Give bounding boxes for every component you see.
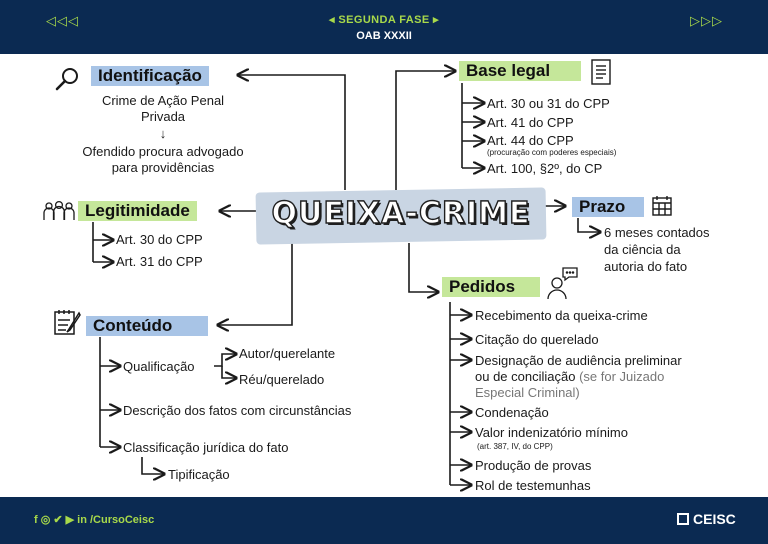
base-legal-item: Art. 44 do CPP: [487, 133, 574, 148]
pedido-item-condition: (se for Juizado: [579, 369, 665, 384]
prazo-title: Prazo: [572, 197, 644, 217]
identificacao-line-3: Ofendido procura advogado: [82, 144, 244, 159]
base-legal-title: Base legal: [459, 61, 581, 81]
conteudo-classificacao: Classificação jurídica do fato: [123, 440, 289, 455]
right-arrows-icon: ▷▷▷: [690, 14, 723, 29]
phase-label: ◂ SEGUNDA FASE ▸: [329, 14, 439, 26]
pedido-item: Condenação: [475, 405, 549, 420]
identificacao-line-4: para providências: [111, 160, 215, 175]
pedido-item: Rol de testemunhas: [475, 478, 591, 493]
social-icons[interactable]: f ◎ ✔ ▶ in: [34, 514, 87, 526]
pedido-item-cont: [475, 369, 664, 385]
prazo-line-3: autoria do fato: [604, 259, 688, 274]
prazo-line-1: 6 meses contados: [604, 225, 710, 240]
person-speech-icon: [545, 266, 579, 300]
legitimidade-title: Legitimidade: [78, 201, 197, 221]
legitimidade-item: Art. 31 do CPP: [116, 254, 203, 269]
base-legal-item: Art. 41 do CPP: [487, 115, 574, 130]
identificacao-line-1: Crime de Ação Penal: [101, 93, 225, 108]
identificacao-down-arrow: ↓: [159, 126, 167, 141]
pedido-item-text: ou de conciliação: [475, 369, 576, 384]
ceisc-brand: CEISC: [693, 511, 736, 527]
pedidos-title: Pedidos: [442, 277, 540, 297]
conteudo-reu: Réu/querelado: [239, 372, 325, 387]
legitimidade-item: Art. 30 do CPP: [116, 232, 203, 247]
pedido-item: Valor indenizatório mínimo: [475, 425, 628, 440]
base-legal-item: Art. 100, §2º, do CP: [487, 161, 603, 176]
people-icon: [43, 200, 75, 222]
notepad-icon: [52, 307, 82, 337]
pedido-item: Designação de audiência preliminar: [475, 353, 682, 368]
pedido-item: Citação do querelado: [475, 332, 599, 347]
conteudo-qualificacao: Qualificação: [123, 359, 195, 374]
identificacao-title: Identificação: [91, 66, 209, 86]
pedido-item-condition-cont: Especial Criminal): [475, 385, 580, 400]
oab-label: OAB XXXII: [356, 30, 412, 42]
social-handle[interactable]: /CursoCeisc: [90, 514, 155, 526]
prazo-line-2: da ciência da: [604, 242, 681, 257]
conteudo-autor: Autor/querelante: [239, 346, 336, 361]
document-icon: [590, 58, 612, 86]
magnifier-icon: [54, 66, 80, 92]
center-title: QUEIXA-CRIME: [271, 196, 531, 231]
conteudo-title: Conteúdo: [86, 316, 208, 336]
pedido-note: (art. 387, IV, do CPP): [477, 442, 553, 451]
pedido-item: Recebimento da queixa-crime: [475, 308, 648, 323]
calendar-icon: [651, 195, 673, 217]
conteudo-descricao: Descrição dos fatos com circunstâncias: [123, 403, 352, 418]
ceisc-logo: [677, 511, 736, 527]
identificacao-line-2: Privada: [140, 109, 186, 124]
social-links[interactable]: [34, 513, 154, 526]
ceisc-logo-icon: [677, 513, 689, 525]
base-legal-note: (procuração com poderes especiais): [487, 148, 617, 157]
conteudo-tipificacao: Tipificação: [168, 467, 230, 482]
base-legal-item: Art. 30 ou 31 do CPP: [487, 96, 610, 111]
pedido-item: Produção de provas: [475, 458, 592, 473]
left-arrows-icon: ◁◁◁: [46, 14, 79, 29]
